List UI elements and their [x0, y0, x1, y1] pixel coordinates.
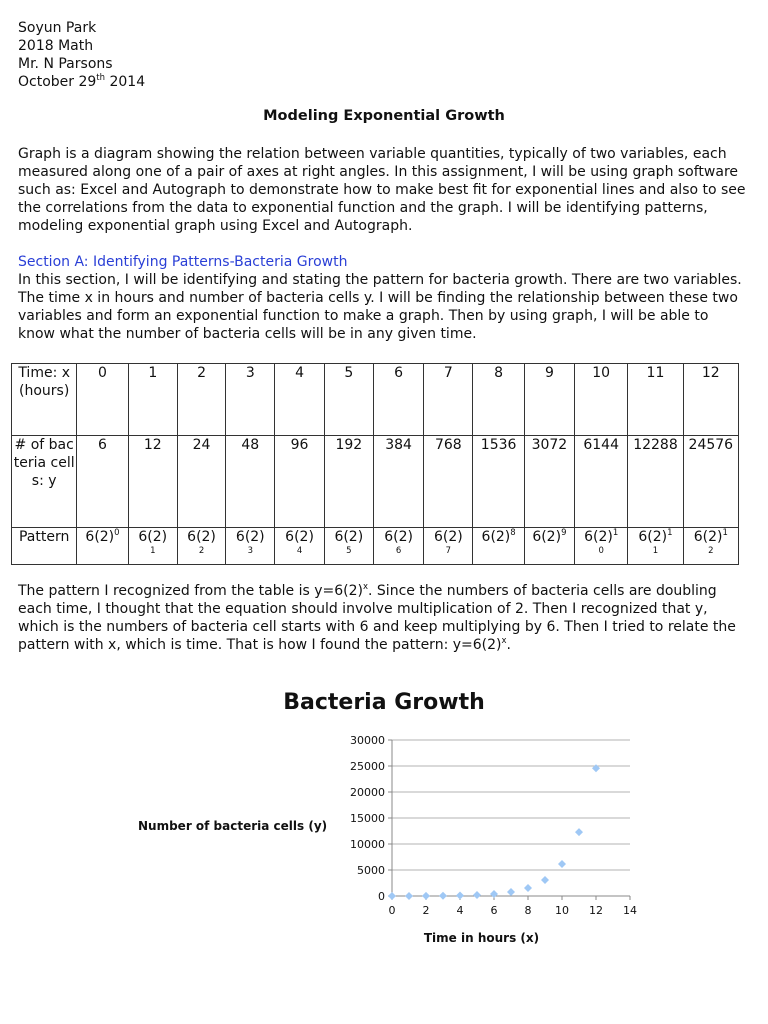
time-cell: 7 — [424, 364, 473, 436]
time-cell: 4 — [275, 364, 324, 436]
pattern-base: 6(2) — [638, 529, 668, 545]
y-tick-label: 10000 — [350, 838, 385, 851]
author-name: Soyun Park — [18, 20, 97, 36]
bacteria-count-cell: 12 — [128, 436, 177, 528]
pattern-cell — [226, 528, 275, 565]
row-label-pattern: Pattern — [12, 528, 77, 565]
time-cell: 8 — [473, 364, 524, 436]
bacteria-count-cell: 3072 — [524, 436, 574, 528]
y-tick-label: 25000 — [350, 760, 385, 773]
document-title: Modeling Exponential Growth — [263, 108, 505, 124]
bacteria-count-cell: 192 — [324, 436, 373, 528]
pattern-cell — [473, 528, 524, 565]
pattern-cell — [275, 528, 324, 565]
pattern-exponent: 0 — [114, 528, 120, 538]
pattern-base: 6(2) — [235, 529, 265, 545]
time-cell: 5 — [324, 364, 373, 436]
pattern-exponent-ones: 0 — [598, 546, 604, 556]
data-point — [422, 892, 430, 900]
pattern-exponent-tens: 1 — [612, 528, 619, 538]
pattern-cell — [373, 528, 423, 565]
pattern-exponent: 6 — [395, 546, 402, 556]
pattern-exponent: 8 — [510, 528, 516, 538]
data-point — [405, 892, 413, 900]
bacteria-count-cell: 48 — [226, 436, 275, 528]
pattern-exponent-tens: 1 — [667, 528, 673, 538]
pattern-base: 6(2) — [187, 529, 216, 545]
pattern-cell — [524, 528, 574, 565]
x-tick-label: 8 — [524, 904, 532, 917]
pattern-cell — [575, 528, 628, 565]
bacteria-count-cell: 1536 — [473, 436, 524, 528]
data-point — [558, 860, 566, 868]
bacteria-count-cell: 768 — [424, 436, 473, 528]
x-tick-label: 6 — [490, 904, 498, 917]
table-row-cells — [12, 436, 739, 528]
x-tick-label: 14 — [623, 904, 637, 917]
data-point — [592, 764, 600, 772]
row-label-time: Time: x (hours) — [12, 364, 77, 436]
y-tick-label: 5000 — [357, 864, 385, 877]
pattern-base: 6(2) — [693, 529, 723, 545]
pattern-exp-2: x — [501, 636, 507, 646]
pattern-text-b: . Since the numbers of bacteria cells are doubling each time, I thought that the equation should involve multiplication of 2. Then I recognized that y, which is the numbers of bacteria cell starts with 6 and keep multiplying by 6. Then I tried to relate the pattern with x, which is time. That is how I found the pattern: y=6(2) — [18, 583, 736, 653]
x-tick-label: 2 — [422, 904, 430, 917]
pattern-base: 6(2) — [384, 529, 413, 545]
time-cell: 11 — [628, 364, 683, 436]
bacteria-count-cell: 96 — [275, 436, 324, 528]
y-tick-label: 30000 — [350, 734, 385, 747]
y-tick-label: 20000 — [350, 786, 385, 799]
pattern-exponent: 5 — [346, 546, 352, 556]
pattern-cell — [628, 528, 683, 565]
time-cell: 1 — [128, 364, 177, 436]
pattern-base: 6(2) — [138, 529, 168, 545]
time-cell: 6 — [373, 364, 423, 436]
section-a-body: In this section, I will be identifying and stating the pattern for bacteria growth. There are two variables. The time x in hours and number of bacteria cells y. I will be finding the relationship between these two variables and form an exponential function to make a graph. Then by using graph, I will be able to know what the number of bacteria cells will be in any given time. — [18, 272, 742, 342]
row-label-cells: # of bacteria cells: y — [12, 436, 77, 528]
section-a — [18, 253, 746, 343]
pattern-exp-1: x — [362, 582, 369, 592]
chart-x-axis-label: Time in hours (x) — [423, 931, 540, 945]
table-row-pattern — [12, 528, 739, 565]
section-a-heading: Section A: Identifying Patterns-Bacteria Growth — [18, 254, 348, 270]
bacteria-count-cell: 24576 — [683, 436, 738, 528]
time-cell: 3 — [226, 364, 275, 436]
pattern-base: 6(2) — [334, 529, 364, 545]
teacher-name: Mr. N Parsons — [18, 56, 113, 72]
pattern-text-a: The pattern I recognized from the table is y=6(2) — [18, 583, 363, 599]
time-cell: 9 — [524, 364, 574, 436]
x-tick-label: 0 — [388, 904, 396, 917]
bacteria-data-table — [11, 363, 739, 565]
date-prefix: October 29 — [18, 74, 97, 90]
pattern-base: 6(2) — [85, 529, 115, 545]
intro-paragraph: Graph is a diagram showing the relation between variable quantities, typically of two variables, each measured along one of a pair of axes at right angles. In this assignment, I will be using graph software such as: Excel and Autograph to demonstrate how to make best fit for exponential lines and also to see the correlations from the data to exponential function and the graph. I will be identifying patterns, modeling exponential graph using Excel and Autograph. — [18, 146, 746, 234]
pattern-text-end: . — [506, 637, 511, 653]
data-point — [473, 891, 481, 899]
data-point — [439, 892, 447, 900]
bacteria-count-cell: 6 — [77, 436, 128, 528]
pattern-exponent: 1 — [150, 546, 156, 556]
date-ordinal: th — [96, 73, 106, 83]
pattern-exponent: 2 — [198, 546, 205, 556]
submission-date — [18, 73, 145, 91]
pattern-base: 6(2) — [285, 529, 314, 545]
pattern-exponent-ones: 1 — [652, 546, 659, 556]
time-cell: 2 — [177, 364, 225, 436]
bacteria-count-cell: 12288 — [628, 436, 683, 528]
data-point — [456, 892, 464, 900]
data-point — [541, 876, 549, 884]
date-suffix: 2014 — [105, 74, 146, 90]
pattern-explanation — [18, 582, 746, 654]
x-tick-label: 10 — [555, 904, 569, 917]
y-tick-label: 15000 — [350, 812, 385, 825]
course-name: 2018 Math — [18, 38, 94, 54]
bacteria-growth-chart — [330, 730, 650, 925]
pattern-exponent: 7 — [445, 546, 452, 556]
pattern-exponent-tens: 1 — [722, 528, 728, 538]
data-point — [490, 890, 498, 898]
bacteria-count-cell: 6144 — [575, 436, 628, 528]
pattern-cell — [424, 528, 473, 565]
bacteria-count-cell: 24 — [177, 436, 225, 528]
pattern-cell — [683, 528, 738, 565]
bacteria-count-cell: 384 — [373, 436, 423, 528]
data-point — [575, 828, 583, 836]
y-tick-label: 0 — [378, 890, 385, 903]
time-cell: 0 — [77, 364, 128, 436]
chart-title: Bacteria Growth — [283, 690, 485, 715]
x-tick-label: 4 — [456, 904, 464, 917]
pattern-base: 6(2) — [481, 529, 511, 545]
pattern-exponent-ones: 2 — [708, 546, 714, 556]
pattern-cell — [77, 528, 128, 565]
pattern-base: 6(2) — [433, 529, 463, 545]
x-tick-label: 12 — [589, 904, 603, 917]
pattern-exponent: 3 — [247, 546, 253, 556]
data-point — [507, 888, 515, 896]
pattern-cell — [177, 528, 225, 565]
pattern-base: 6(2) — [532, 529, 562, 545]
pattern-exponent: 4 — [296, 546, 303, 556]
time-cell: 10 — [575, 364, 628, 436]
author-header — [18, 19, 145, 91]
time-cell: 12 — [683, 364, 738, 436]
data-point — [388, 892, 396, 900]
table-row-time — [12, 364, 739, 436]
data-point — [524, 884, 532, 892]
pattern-exponent: 9 — [561, 528, 567, 538]
pattern-base: 6(2) — [584, 529, 613, 545]
pattern-cell — [128, 528, 177, 565]
chart-y-axis-label: Number of bacteria cells (y) — [138, 819, 328, 833]
pattern-cell — [324, 528, 373, 565]
